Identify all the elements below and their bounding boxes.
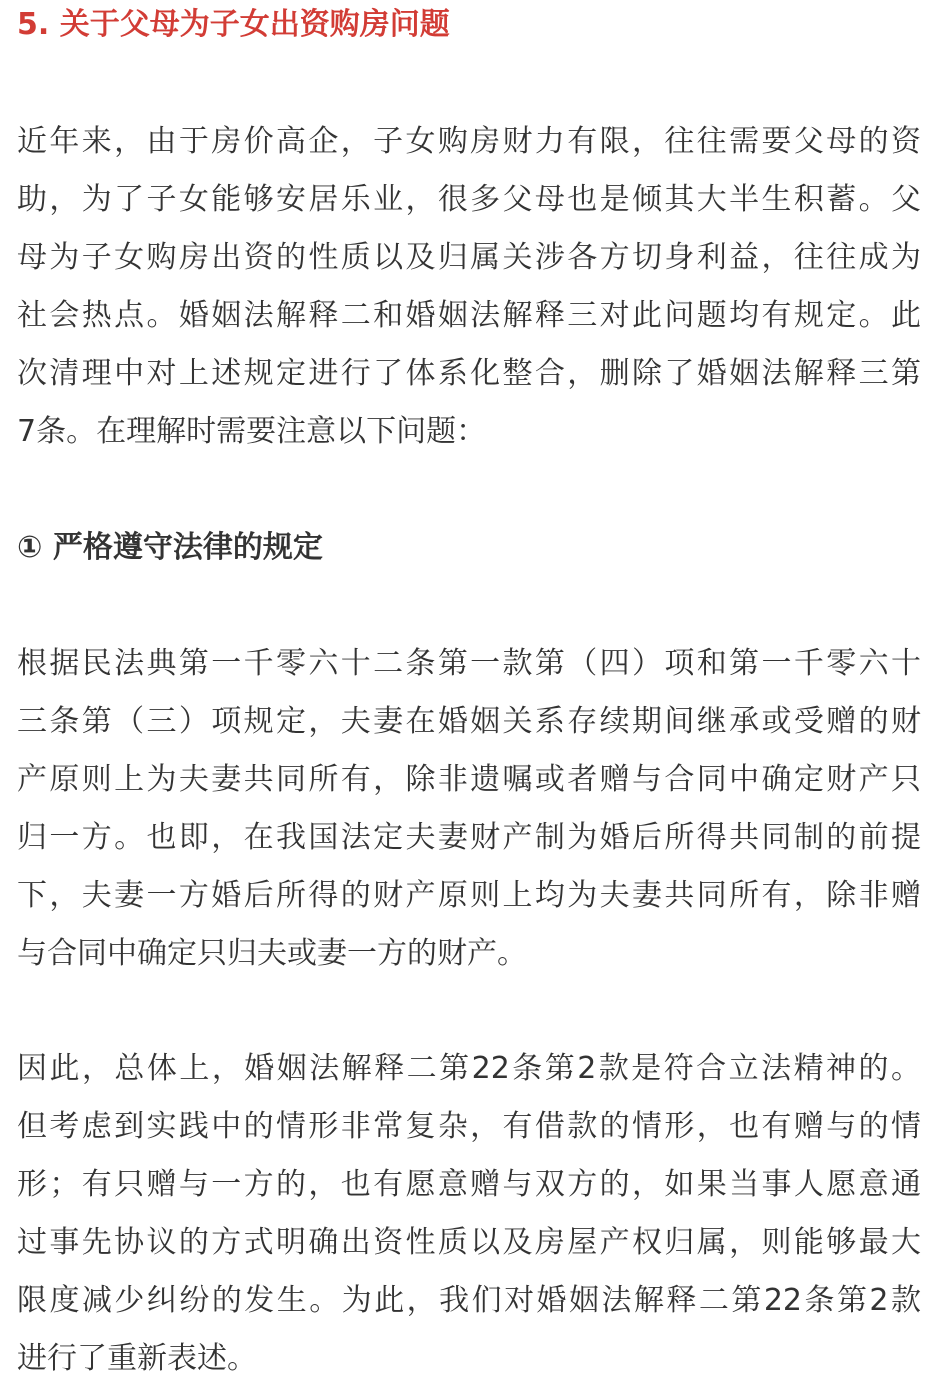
paragraph-line: 近年来，由于房价高企，子女购房财力有限，往往需要父母的资 (17, 124, 921, 159)
paragraph-line: 根据民法典第一千零六十二条第一款第（四）项和第一千零六十 (17, 646, 921, 681)
paragraph-line: 但考虑到实践中的情形非常复杂，有借款的情形，也有赠与的情 (17, 1109, 921, 1144)
paragraph-conclusion (17, 1040, 921, 1388)
paragraph-line: 进行了重新表述。 (17, 1341, 257, 1376)
paragraph-line: 因此，总体上，婚姻法解释二第22条第2款是符合立法精神的。 (17, 1051, 921, 1086)
paragraph-line: 归一方。也即，在我国法定夫妻财产制为婚后所得共同制的前提 (17, 820, 921, 855)
paragraph-line: 次清理中对上述规定进行了体系化整合，删除了婚姻法解释三第 (17, 356, 921, 391)
paragraph-line: 三条第（三）项规定，夫妻在婚姻关系存续期间继承或受赠的财 (17, 704, 921, 739)
section-title: 5. 关于父母为子女出资购房问题 (17, 7, 450, 42)
paragraph-line: 与合同中确定只归夫或妻一方的财产。 (17, 936, 527, 971)
paragraph-line: 母为子女购房出资的性质以及归属关涉各方切身利益，往往成为 (17, 240, 921, 275)
paragraph-intro (17, 113, 921, 461)
paragraph-line: 7条。在理解时需要注意以下问题： (17, 414, 487, 449)
paragraph-line: 下，夫妻一方婚后所得的财产原则上均为夫妻共同所有，除非赠 (17, 878, 921, 913)
paragraph-line: 产原则上为夫妻共同所有，除非遗嘱或者赠与合同中确定财产只 (17, 762, 921, 797)
paragraph-legal-basis (17, 635, 921, 983)
paragraph-line: 限度减少纠纷的发生。为此，我们对婚姻法解释二第22条第2款 (17, 1283, 921, 1318)
paragraph-line: 助，为了子女能够安居乐业，很多父母也是倾其大半生积蓄。父 (17, 182, 921, 217)
paragraph-line: 社会热点。婚姻法解释二和婚姻法解释三对此问题均有规定。此 (17, 298, 921, 333)
paragraph-line: 过事先协议的方式明确出资性质以及房屋产权归属，则能够最大 (17, 1225, 921, 1260)
subheading: ① 严格遵守法律的规定 (17, 530, 323, 565)
paragraph-line: 形；有只赠与一方的，也有愿意赠与双方的，如果当事人愿意通 (17, 1167, 921, 1202)
